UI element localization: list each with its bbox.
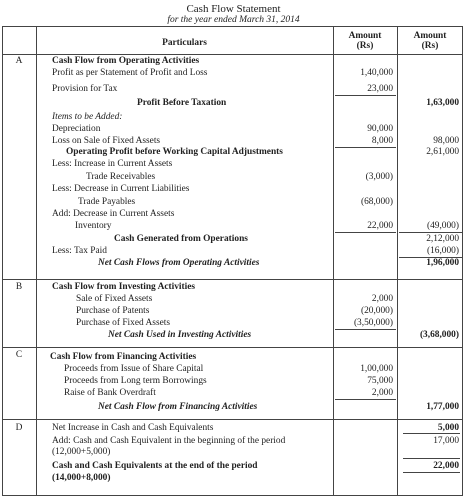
subtotal-rule	[335, 399, 396, 400]
section-letter-b: B	[15, 282, 23, 292]
row-label: (14,000+8,000)	[52, 473, 111, 483]
row-label: Cash Flow from Investing Activities	[52, 282, 196, 292]
section-divider	[2, 347, 463, 348]
row-label: Cash Flow from Financing Activities	[50, 352, 197, 362]
subtotal-rule	[403, 458, 460, 459]
row-label: Operating Profit before Working Capital Adjustments	[66, 147, 283, 157]
amount-cell: 2,12,000	[426, 234, 459, 244]
amount-cell: (20,000)	[360, 306, 393, 316]
row-label: Less: Increase in Current Assets	[52, 159, 173, 169]
subtotal-rule	[399, 232, 462, 233]
amount-cell: 1,00,000	[360, 364, 393, 374]
row-label: Profit as per Statement of Profit and Loss	[52, 68, 208, 78]
amount-cell: 23,000	[367, 84, 393, 94]
statement-title: Cash Flow Statement	[186, 3, 281, 15]
row-label: Trade Receivables	[86, 172, 156, 182]
row-label: Inventory	[75, 221, 112, 231]
amount-cell: 98,000	[433, 136, 459, 146]
amount-cell: 5,000	[437, 423, 459, 433]
amount-cell: 2,61,000	[426, 147, 459, 157]
subtotal-rule	[335, 147, 396, 148]
section-letter-a: A	[15, 56, 23, 66]
subtotal-rule	[403, 433, 460, 434]
header-amount-1-unit: (Rs)	[356, 41, 374, 51]
header-amount-2: Amount	[413, 31, 447, 41]
row-label: Add: Cash and Cash Equivalent in the beginning of the period	[52, 436, 286, 446]
amount-cell: 90,000	[367, 124, 393, 134]
amount-cell: (49,000)	[426, 221, 459, 231]
row-label: Profit Before Taxation	[137, 98, 227, 108]
amount-cell: (16,000)	[426, 246, 459, 256]
row-label: Less: Decrease in Current Liabilities	[52, 184, 190, 194]
subtotal-rule	[403, 472, 460, 473]
row-label: Net Cash Flow from Financing Activities	[98, 402, 258, 412]
header-particulars: Particulars	[162, 38, 207, 48]
row-label: Sale of Fixed Assets	[76, 294, 153, 304]
row-label: Net Cash Flows from Operating Activities	[98, 258, 260, 268]
amount-cell: 17,000	[433, 436, 459, 446]
row-label: Trade Payables	[78, 197, 136, 207]
section-divider	[2, 279, 463, 280]
row-label: Net Cash Used in Investing Activities	[108, 330, 252, 340]
amount-cell: 1,77,000	[426, 402, 459, 412]
row-label: Cash Flow from Operating Activities	[52, 56, 200, 66]
amount-cell: 75,000	[367, 376, 393, 386]
row-label: Items to be Added:	[52, 112, 123, 122]
amount-cell: (3,000)	[365, 172, 393, 182]
row-label: Cash and Cash Equivalents at the end of the period	[52, 461, 258, 471]
row-label: (12,000+5,000)	[52, 447, 111, 457]
row-label: Raise of Bank Overdraft	[64, 388, 156, 398]
amount-cell: 22,000	[433, 461, 459, 471]
row-label: Provision for Tax	[52, 84, 118, 94]
subtotal-rule	[335, 95, 396, 96]
amount-cell: 1,63,000	[426, 98, 459, 108]
amount-cell: 2,000	[371, 388, 393, 398]
section-divider	[2, 419, 463, 420]
amount-cell: 1,40,000	[360, 68, 393, 78]
row-label: Proceeds from Issue of Share Capital	[64, 364, 204, 374]
amount-cell: 2,000	[371, 294, 393, 304]
section-letter-d: D	[15, 423, 23, 433]
section-letter-c: C	[15, 350, 23, 360]
header-rule	[2, 54, 463, 55]
row-label: Purchase of Patents	[76, 306, 150, 316]
subtotal-rule	[335, 329, 396, 330]
amount-cell: 1,96,000	[426, 258, 459, 268]
row-label: Loss on Sale of Fixed Assets	[52, 136, 161, 146]
amount-cell: 8,000	[371, 136, 393, 146]
amount-cell: (3,68,000)	[419, 330, 459, 340]
row-label: Net Increase in Cash and Cash Equivalents	[52, 423, 214, 433]
statement-subtitle: for the year ended March 31, 2014	[167, 15, 300, 25]
amount-cell: 22,000	[367, 221, 393, 231]
row-label: Add: Decrease in Current Assets	[52, 209, 175, 219]
row-label: Depreciation	[52, 124, 101, 134]
row-label: Proceeds from Long term Borrowings	[64, 376, 207, 386]
row-label: Less: Tax Paid	[52, 246, 107, 256]
row-label: Cash Generated from Operations	[114, 234, 248, 244]
amount-cell: (3,50,000)	[353, 318, 393, 328]
header-amount-1: Amount	[348, 31, 382, 41]
column-divider	[333, 26, 334, 496]
column-divider	[36, 26, 37, 496]
row-label: Purchase of Fixed Assets	[76, 318, 171, 328]
amount-cell: (68,000)	[360, 197, 393, 207]
column-divider	[397, 26, 398, 496]
subtotal-rule	[335, 232, 396, 233]
header-amount-2-unit: (Rs)	[421, 41, 439, 51]
